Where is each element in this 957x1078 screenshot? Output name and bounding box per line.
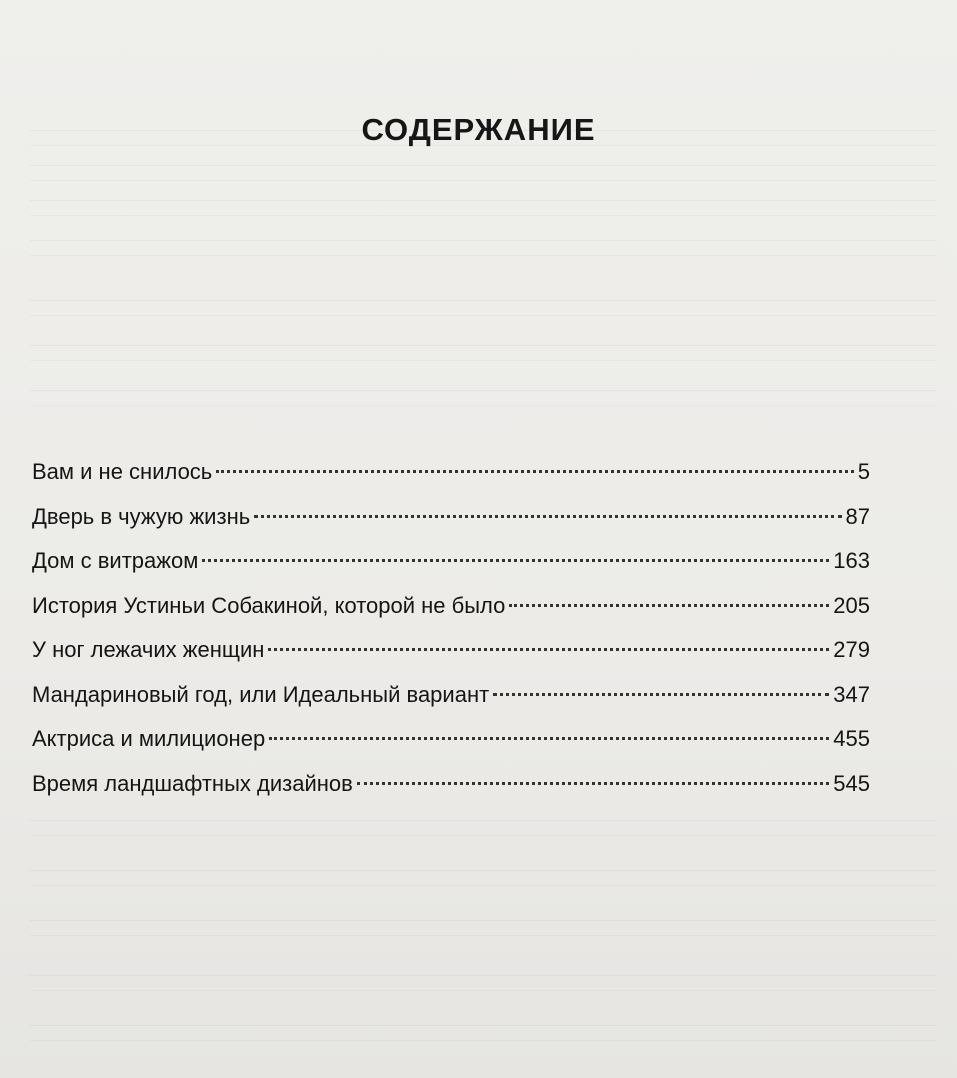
toc-entry[interactable] — [32, 495, 870, 540]
toc-entry[interactable] — [32, 628, 870, 673]
toc-entry-page: 455 — [833, 726, 870, 751]
table-of-contents — [32, 450, 870, 806]
toc-entry-page: 5 — [857, 459, 870, 484]
dot-leader — [493, 693, 829, 696]
toc-entry-title: Мандариновый год, или Идеальный вариант — [32, 681, 490, 707]
bleed-through-line — [30, 975, 937, 991]
bleed-through-line — [30, 345, 937, 361]
toc-entry-page: 545 — [833, 770, 870, 796]
toc-entry-page: 347 — [833, 681, 870, 707]
toc-entry[interactable] — [32, 450, 870, 495]
bleed-through-line — [30, 870, 937, 886]
toc-entry-page: 163 — [833, 548, 870, 573]
toc-entry-page: 205 — [833, 592, 870, 618]
toc-entry-title: Дом с витражом — [32, 548, 199, 573]
toc-entry-title: Дверь в чужую жизнь — [32, 503, 251, 529]
dot-leader — [269, 737, 829, 740]
bleed-through-line — [30, 200, 937, 216]
dot-leader — [268, 648, 829, 651]
toc-entry-page: 87 — [845, 503, 870, 529]
toc-entry-page: 279 — [833, 637, 870, 662]
dot-leader — [216, 470, 853, 473]
toc-entry-title: У ног лежачих женщин — [32, 637, 265, 662]
dot-leader — [202, 559, 829, 562]
dot-leader — [357, 782, 829, 785]
toc-entry[interactable] — [32, 762, 870, 807]
dot-leader — [509, 604, 829, 607]
toc-entry[interactable] — [32, 717, 870, 762]
bleed-through-line — [30, 390, 937, 406]
toc-entry[interactable] — [32, 673, 870, 718]
bleed-through-line — [30, 920, 937, 936]
toc-entry-title: Время ландшафтных дизайнов — [32, 770, 353, 796]
toc-entry-title: Актриса и милиционер — [32, 726, 266, 751]
toc-entry[interactable] — [32, 539, 870, 584]
page-title: СОДЕРЖАНИЕ — [361, 112, 596, 147]
dot-leader — [254, 515, 841, 518]
toc-entry-title: Вам и не снилось — [32, 459, 213, 484]
bleed-through-line — [30, 820, 937, 836]
bleed-through-line — [30, 1025, 937, 1041]
bleed-through-line — [30, 240, 937, 256]
toc-entry[interactable] — [32, 584, 870, 629]
bleed-through-line — [30, 165, 937, 181]
bleed-through-line — [30, 300, 937, 316]
toc-entry-title: История Устиньи Собакиной, которой не было — [32, 592, 506, 618]
